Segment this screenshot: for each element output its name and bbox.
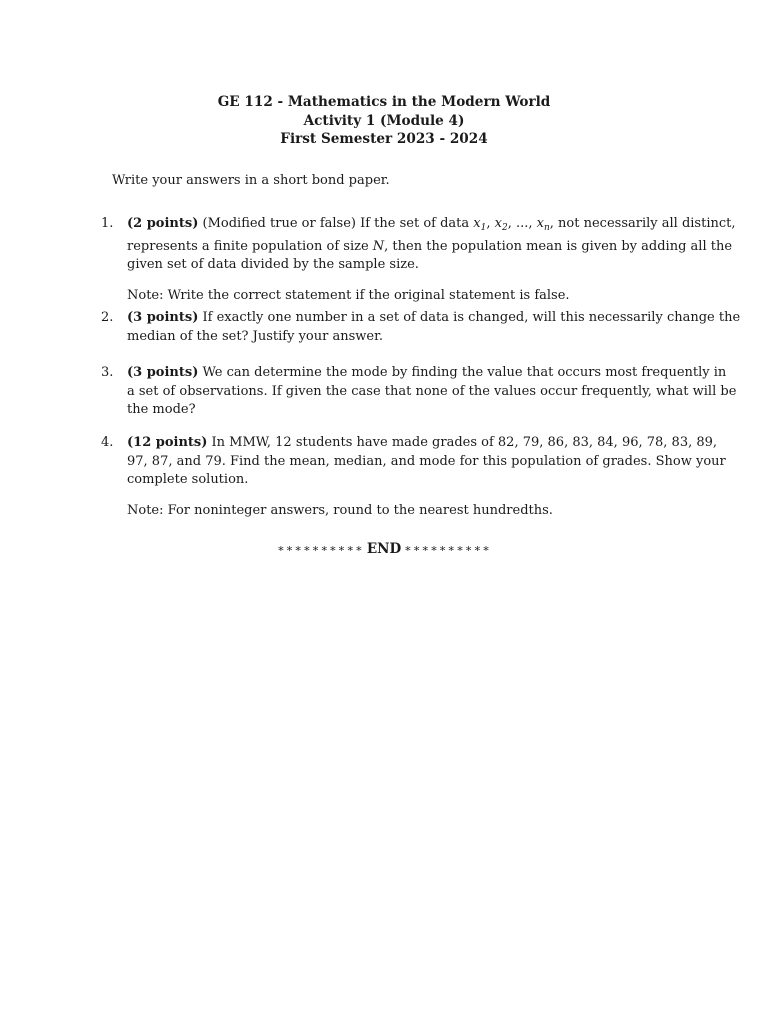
question-line: a set of observations. If given the case that none of the values occur frequently, what will be bbox=[127, 383, 737, 399]
question-number: 1. bbox=[101, 216, 114, 231]
question-body bbox=[127, 215, 736, 275]
math-variable: x bbox=[473, 216, 481, 231]
document-header bbox=[0, 93, 768, 149]
question-line: (2 points) (Modified true or false) If the set of data $x_1$, $x_2$, ..., $x_n$, not necessarily all distinct, bbox=[127, 216, 736, 233]
semester-title: First Semester 2023 - 2024 bbox=[280, 131, 488, 147]
question-line bbox=[127, 238, 733, 257]
course-title: GE 112 - Mathematics in the Modern World bbox=[217, 94, 551, 110]
question-line: median of the set? Justify your answer. bbox=[127, 328, 383, 344]
question-line: given set of data divided by the sample size. bbox=[127, 257, 419, 272]
question-points: (3 points) bbox=[127, 365, 199, 380]
question-text: , then the population mean is given by adding all the bbox=[384, 238, 733, 254]
asterisks-left: ∗∗∗∗∗∗∗∗∗∗ bbox=[277, 542, 364, 555]
math-subscript: n bbox=[543, 223, 550, 233]
question-note: Note: Write the correct statement if the original statement is false. bbox=[127, 287, 570, 303]
question-4 bbox=[101, 434, 726, 520]
question-number: 3. bbox=[101, 365, 114, 380]
question-number: 4. bbox=[101, 435, 114, 450]
end-label: END bbox=[366, 541, 402, 557]
question-body bbox=[127, 364, 737, 420]
math-ellipsis: ... bbox=[515, 216, 529, 231]
question-3 bbox=[101, 364, 737, 420]
end-marker bbox=[0, 541, 768, 557]
math-subscript: 2 bbox=[501, 223, 508, 233]
question-body bbox=[127, 309, 741, 346]
question-2 bbox=[101, 309, 741, 346]
question-line bbox=[127, 364, 727, 383]
math-variable: x bbox=[536, 216, 544, 231]
question-number: 2. bbox=[101, 310, 114, 325]
instructions: Write your answers in a short bond paper. bbox=[112, 173, 390, 188]
question-points: (12 points) bbox=[127, 435, 208, 450]
activity-title: Activity 1 (Module 4) bbox=[303, 112, 465, 129]
question-line: complete solution. bbox=[127, 472, 249, 487]
math-subscript: 1 bbox=[480, 223, 487, 233]
question-text: We can determine the mode by finding the value that occurs most frequently in bbox=[202, 365, 727, 380]
question-line: 97, 87, and 79. Find the mean, median, and mode for this population of grades. Show your bbox=[127, 453, 726, 469]
question-points: (3 points) bbox=[127, 310, 199, 325]
question-note: Note: For noninteger answers, round to the nearest hundredths. bbox=[127, 502, 553, 518]
question-1 bbox=[101, 215, 736, 305]
question-text: represents a finite population of size bbox=[127, 238, 373, 254]
question-text: (Modified true or false) If the set of data bbox=[202, 216, 474, 231]
question-line: the mode? bbox=[127, 402, 196, 417]
question-text: , not necessarily all distinct, bbox=[549, 216, 736, 231]
question-line bbox=[127, 309, 741, 328]
question-text: In MMW, 12 students have made grades of 82, 79, 86, 83, 84, 96, 78, 83, 89, bbox=[211, 435, 718, 450]
math-variable: N bbox=[372, 238, 385, 254]
question-body bbox=[127, 434, 726, 490]
asterisks-right: ∗∗∗∗∗∗∗∗∗∗ bbox=[404, 542, 491, 555]
question-text: If exactly one number in a set of data is changed, will this necessarily change the bbox=[202, 310, 741, 325]
question-points: (2 points) bbox=[127, 216, 199, 231]
question-line bbox=[127, 434, 718, 453]
math-variable: x bbox=[494, 216, 502, 231]
